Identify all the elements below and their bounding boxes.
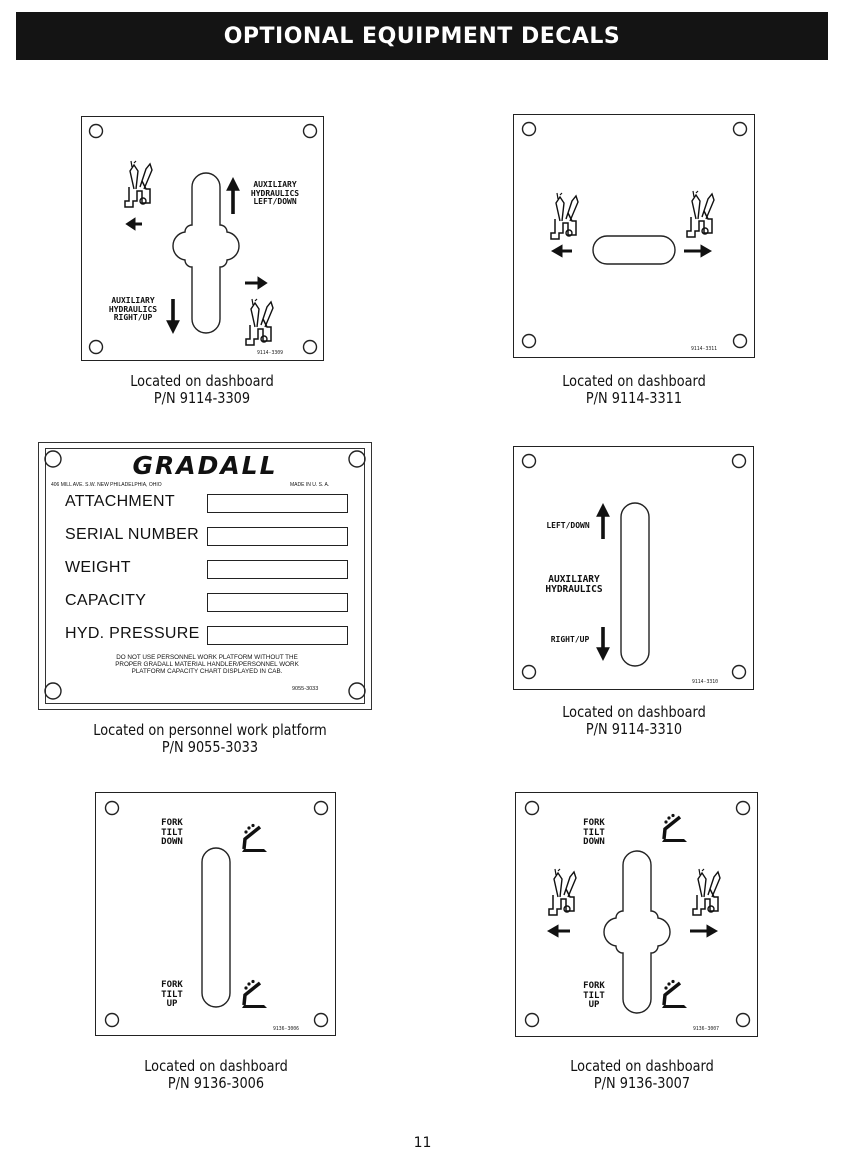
label-fork-tilt-up: [154, 981, 190, 1010]
fork-tilt-up-icon: [242, 980, 267, 1008]
loader-icon: [246, 299, 273, 345]
joystick-gate-vertical: [621, 503, 649, 666]
warning-line: PROPER GRADALL MATERIAL HANDLER/PERSONNEL WORK: [115, 661, 299, 668]
mounting-hole-icon: [523, 666, 536, 679]
screw-hole-icon: [45, 683, 61, 699]
fork-line: DOWN: [161, 837, 183, 847]
label-fork-tilt-down: [574, 819, 614, 848]
fork-tilt-down-icon: [662, 814, 687, 842]
loader-icon: [125, 161, 152, 207]
arrow-left-icon: [554, 247, 572, 255]
decal-part-number: 9114-3311: [691, 347, 717, 352]
arrow-down-icon: [169, 299, 177, 330]
field-box-serial-number: [207, 527, 348, 546]
mounting-hole-icon: [737, 802, 750, 815]
label-auxiliary-hydraulics: [532, 575, 616, 595]
caption-9136-3007: [522, 1058, 763, 1092]
joystick-gate-cross: [173, 173, 239, 333]
field-label-capacity: CAPACITY: [65, 592, 147, 609]
caption-part-number: P/N 9114-3311: [585, 389, 683, 407]
arrow-left-icon: [128, 220, 142, 228]
caption-9055-3033: [81, 722, 339, 756]
loader-icon: [687, 191, 714, 237]
page-title: OPTIONAL EQUIPMENT DECALS: [223, 23, 621, 49]
caption-part-number: P/N 9055-3033: [161, 738, 259, 756]
field-label-attachment: ATTACHMENT: [65, 493, 175, 510]
field-box-attachment: [207, 494, 348, 513]
decal-9136-3006-graphic: [96, 793, 337, 1037]
mounting-hole-icon: [315, 1014, 328, 1027]
arrow-left-icon: [550, 927, 570, 935]
aux-line: RIGHT/UP: [113, 313, 153, 322]
arrow-right-icon: [684, 247, 709, 255]
screw-hole-icon: [349, 683, 365, 699]
joystick-gate-cross: [604, 851, 670, 1013]
mounting-hole-icon: [526, 1014, 539, 1027]
fork-tilt-down-icon: [242, 824, 267, 852]
mounting-hole-icon: [734, 123, 747, 136]
field-box-weight: [207, 560, 348, 579]
caption-9114-3309: [82, 373, 323, 407]
decal-9114-3309-graphic: [82, 117, 325, 362]
aux-label-left-down: [240, 181, 310, 207]
decal-9114-3310-graphic: [514, 447, 755, 691]
fork-line: UP: [166, 999, 178, 1009]
decal-part-number: 9136-3007: [693, 1027, 719, 1032]
joystick-gate-horizontal: [593, 236, 675, 264]
caption-9114-3311: [514, 373, 755, 407]
aux-line: LEFT/DOWN: [253, 197, 297, 206]
decal-9136-3006: [95, 792, 336, 1036]
mounting-hole-icon: [304, 341, 317, 354]
mounting-hole-icon: [734, 335, 747, 348]
fork-line: FORK: [583, 981, 605, 991]
aux-line: HYDRAULICS: [545, 584, 603, 595]
fork-line: TILT: [161, 827, 183, 838]
plate-made-in: MADE IN U. S. A.: [290, 482, 330, 488]
label-fork-tilt-down: [152, 819, 192, 848]
field-label-serial-number: SERIAL NUMBER: [65, 526, 200, 543]
decal-9114-3311: [513, 114, 755, 358]
mounting-hole-icon: [90, 341, 103, 354]
aux-line: HYDRAULICS: [108, 304, 158, 314]
gradall-id-plate: [38, 442, 372, 710]
mounting-hole-icon: [733, 666, 746, 679]
arrow-up-icon: [229, 181, 237, 214]
decal-9136-3007-graphic: [516, 793, 759, 1038]
decal-9114-3309: [81, 116, 324, 361]
warning-line: DO NOT USE PERSONNEL WORK PLATFORM WITHOUT THE: [116, 654, 298, 661]
decal-part-number: 9114-3310: [692, 680, 718, 685]
fork-line: TILT: [583, 827, 605, 838]
decal-part-number: 9136-3006: [273, 1027, 299, 1032]
caption-location: Located on dashboard: [562, 703, 706, 721]
loader-icon: [551, 193, 578, 239]
mounting-hole-icon: [106, 802, 119, 815]
mounting-hole-icon: [106, 1014, 119, 1027]
fork-line: TILT: [583, 990, 605, 1001]
gradall-logo: GRADALL: [132, 451, 278, 480]
plate-address: 406 MILL AVE. S.W. NEW PHILADELPHIA, OHIO: [51, 482, 162, 488]
caption-part-number: P/N 9136-3006: [167, 1074, 265, 1092]
mounting-hole-icon: [523, 335, 536, 348]
caption-location: Located on dashboard: [570, 1057, 714, 1075]
field-label-weight: WEIGHT: [65, 559, 131, 576]
aux-line: AUXILIARY: [548, 574, 600, 585]
fork-line: FORK: [161, 818, 183, 828]
caption-part-number: P/N 9114-3309: [153, 389, 251, 407]
caption-part-number: P/N 9136-3007: [593, 1074, 691, 1092]
decal-part-number: 9114-3309: [257, 351, 283, 356]
loader-icon: [549, 869, 576, 915]
label-fork-tilt-up: [576, 982, 612, 1011]
arrow-right-icon: [690, 927, 715, 935]
caption-location: Located on dashboard: [562, 372, 706, 390]
field-box-capacity: [207, 593, 348, 612]
mounting-hole-icon: [523, 123, 536, 136]
arrow-down-icon: [599, 627, 607, 657]
mounting-hole-icon: [315, 802, 328, 815]
fork-tilt-up-icon: [662, 980, 687, 1008]
label-left-down: LEFT/DOWN: [546, 521, 590, 530]
caption-9114-3310: [514, 704, 755, 738]
caption-location: Located on personnel work platform: [93, 721, 327, 739]
plate-warning: [69, 654, 345, 675]
aux-label-right-up: [100, 297, 166, 323]
decal-9136-3007: [515, 792, 758, 1037]
caption-9136-3006: [96, 1058, 337, 1092]
fork-line: UP: [588, 1000, 600, 1010]
mounting-hole-icon: [733, 455, 746, 468]
caption-part-number: P/N 9114-3310: [585, 720, 683, 738]
page-number: 11: [413, 1135, 432, 1151]
caption-location: Located on dashboard: [130, 372, 274, 390]
aux-line: AUXILIARY: [111, 296, 155, 305]
caption-location: Located on dashboard: [144, 1057, 288, 1075]
joystick-gate-vertical: [202, 848, 230, 1007]
plate-part-number: 9055-3033: [292, 686, 319, 692]
warning-line: PLATFORM CAPACITY CHART DISPLAYED IN CAB.: [131, 668, 283, 675]
label-right-up: RIGHT/UP: [550, 635, 590, 644]
fork-line: FORK: [161, 980, 183, 990]
decal-9114-3311-graphic: [514, 115, 756, 359]
field-label-hyd-pressure: HYD. PRESSURE: [65, 625, 200, 642]
loader-icon: [693, 869, 720, 915]
mounting-hole-icon: [526, 802, 539, 815]
aux-line: AUXILIARY: [253, 180, 297, 189]
fork-line: TILT: [161, 989, 183, 1000]
mounting-hole-icon: [90, 125, 103, 138]
aux-line: HYDRAULICS: [250, 188, 300, 198]
mounting-hole-icon: [523, 455, 536, 468]
decal-9114-3310: [513, 446, 754, 690]
field-box-hyd-pressure: [207, 626, 348, 645]
fork-line: FORK: [583, 818, 605, 828]
page-header: [16, 12, 828, 60]
mounting-hole-icon: [304, 125, 317, 138]
arrow-up-icon: [599, 507, 607, 539]
mounting-hole-icon: [737, 1014, 750, 1027]
arrow-right-icon: [245, 279, 265, 287]
fork-line: DOWN: [583, 837, 605, 847]
